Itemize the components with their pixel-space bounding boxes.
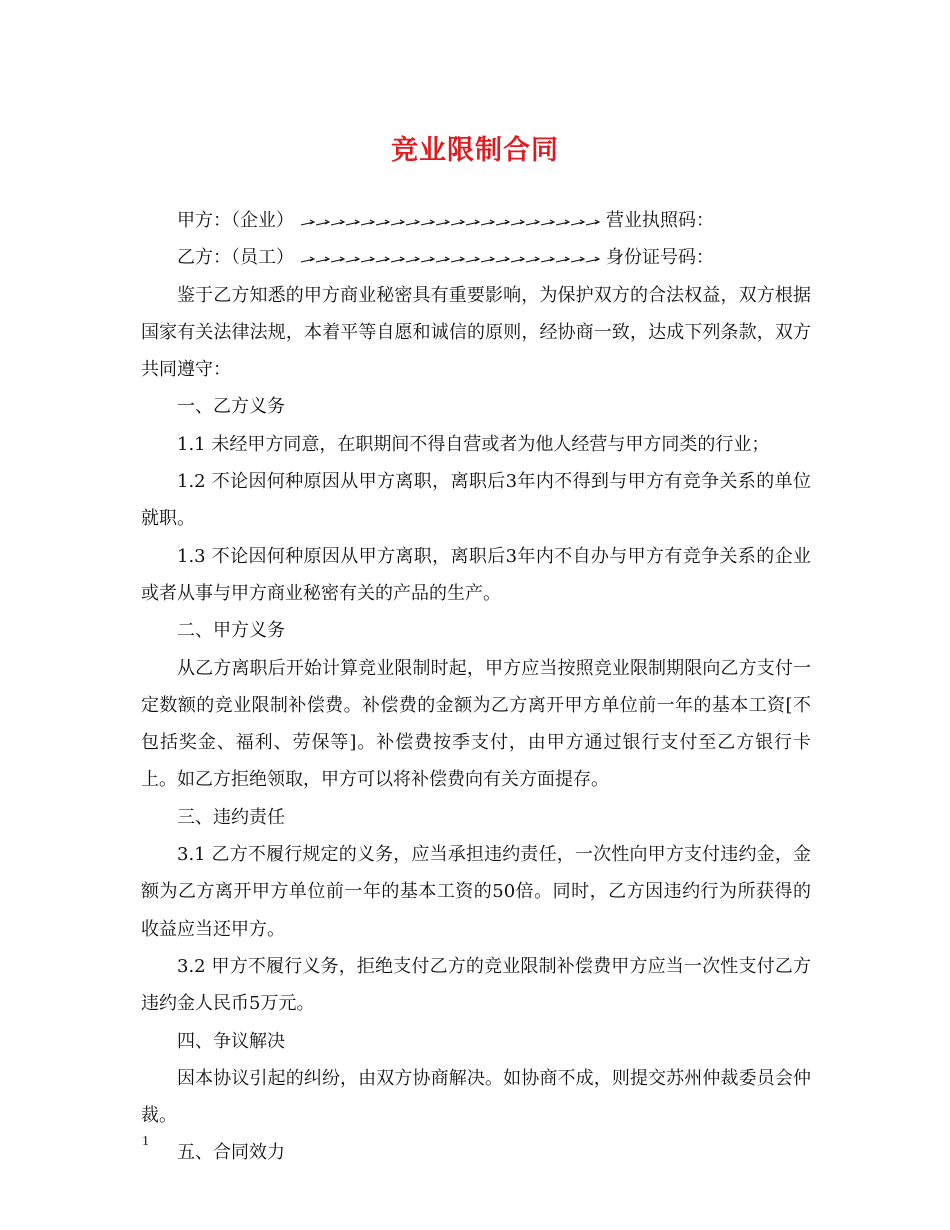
arrow-mark: [376, 257, 389, 262]
heading-dispute-resolution: 四、争议解决: [177, 1030, 285, 1052]
arrow-mark: [556, 220, 569, 225]
heading-liability: 三、违约责任: [177, 806, 285, 828]
business-license-label: 营业执照码：: [606, 210, 714, 231]
document-title: 竞业限制合同: [391, 135, 559, 166]
arrow-mark: [496, 220, 509, 225]
arrow-mark: [526, 220, 539, 225]
arrow-mark: [361, 220, 374, 225]
arrow-mark: [346, 257, 359, 262]
arrow-mark: [331, 220, 344, 225]
arrow-mark: [391, 220, 404, 225]
party-b-label: 乙方：（员工）: [177, 247, 294, 269]
arrow-mark: [421, 220, 434, 225]
page-number: 1: [142, 1134, 149, 1149]
blank-arrow-line-icon: [300, 217, 600, 229]
arrow-mark: [571, 220, 584, 225]
heading-contract-effect: 五、合同效力: [177, 1142, 285, 1164]
heading-party-a-obligations: 二、甲方义务: [177, 620, 285, 642]
arrow-mark: [406, 257, 419, 262]
arrow-mark: [481, 257, 494, 262]
arrow-mark: [571, 257, 584, 262]
arrow-mark: [316, 257, 329, 262]
clause-1-1: 1.1 未经甲方同意，在职期间不得自营或者为他人经营与甲方同类的行业；: [177, 433, 770, 455]
arrow-mark: [586, 257, 599, 262]
paragraph-dispute: 因本协议引起的纠纷，由双方协商解决。如协商不成，则提交苏州仲裁委员会仲裁。: [141, 1067, 811, 1127]
arrow-mark: [511, 220, 524, 225]
arrow-mark: [361, 257, 374, 262]
arrow-mark: [586, 220, 599, 225]
arrow-mark: [451, 257, 464, 262]
arrow-mark: [331, 257, 344, 262]
heading-party-b-obligations: 一、乙方义务: [177, 396, 285, 418]
arrow-mark: [376, 220, 389, 225]
id-number-label: 身份证号码：: [606, 247, 714, 269]
arrow-mark: [556, 257, 569, 262]
arrow-mark: [451, 220, 464, 225]
arrow-mark: [466, 257, 479, 262]
blank-arrow-line-icon: [300, 254, 600, 266]
arrow-mark: [541, 257, 554, 262]
clause-3-1: 3.1 乙方不履行规定的义务，应当承担违约责任，一次性向甲方支付违约金，金额为乙方离开甲方单位前一年的基本工资的50倍。同时，乙方因违约行为所获得的收益应当还甲方。: [141, 844, 811, 940]
party-b-line: [141, 239, 811, 276]
document-body: [141, 202, 811, 1172]
arrow-mark: [406, 220, 419, 225]
arrow-mark: [496, 257, 509, 262]
arrow-mark: [526, 257, 539, 262]
arrow-mark: [301, 220, 314, 225]
paragraph-preamble: 鉴于乙方知悉的甲方商业秘密具有重要影响，为保护双方的合法权益，双方根据国家有关法律法规，本着平等自愿和诚信的原则，经协商一致，达成下列条款，双方共同遵守：: [141, 284, 811, 381]
arrow-mark: [481, 220, 494, 225]
arrow-mark: [301, 257, 314, 262]
arrow-mark: [436, 220, 449, 225]
arrow-mark: [421, 257, 434, 262]
arrow-mark: [541, 220, 554, 225]
clause-1-3: 1.3 不论因何种原因从甲方离职，离职后3年内不自办与甲方有竞争关系的企业或者从事与甲方商业秘密有关的产品的生产。: [141, 545, 811, 604]
arrow-mark: [346, 220, 359, 225]
paragraph-compensation: 从乙方离职后开始计算竞业限制时起，甲方应当按照竞业限制期限向乙方支付一定数额的竞业限制补偿费。补偿费的金额为乙方离开甲方单位前一年的基本工资[不包括奖金、福利、劳保等]。补偿费按季支付，由甲方通过银行支付至乙方银行卡上。如乙方拒绝领取，甲方可以将补偿费向有关方面提存。: [141, 657, 811, 791]
party-a-label: 甲方：（企业）: [177, 210, 294, 231]
arrow-mark: [316, 220, 329, 225]
arrow-mark: [436, 257, 449, 262]
clause-3-2: 3.2 甲方不履行义务，拒绝支付乙方的竞业限制补偿费甲方应当一次性支付乙方违约金人民币5万元。: [141, 955, 811, 1015]
party-a-line: [141, 202, 811, 239]
arrow-mark: [466, 220, 479, 225]
arrow-mark: [391, 257, 404, 262]
clause-1-2: 1.2 不论因何种原因从甲方离职，离职后3年内不得到与甲方有竞争关系的单位就职。: [141, 471, 811, 530]
arrow-mark: [511, 257, 524, 262]
